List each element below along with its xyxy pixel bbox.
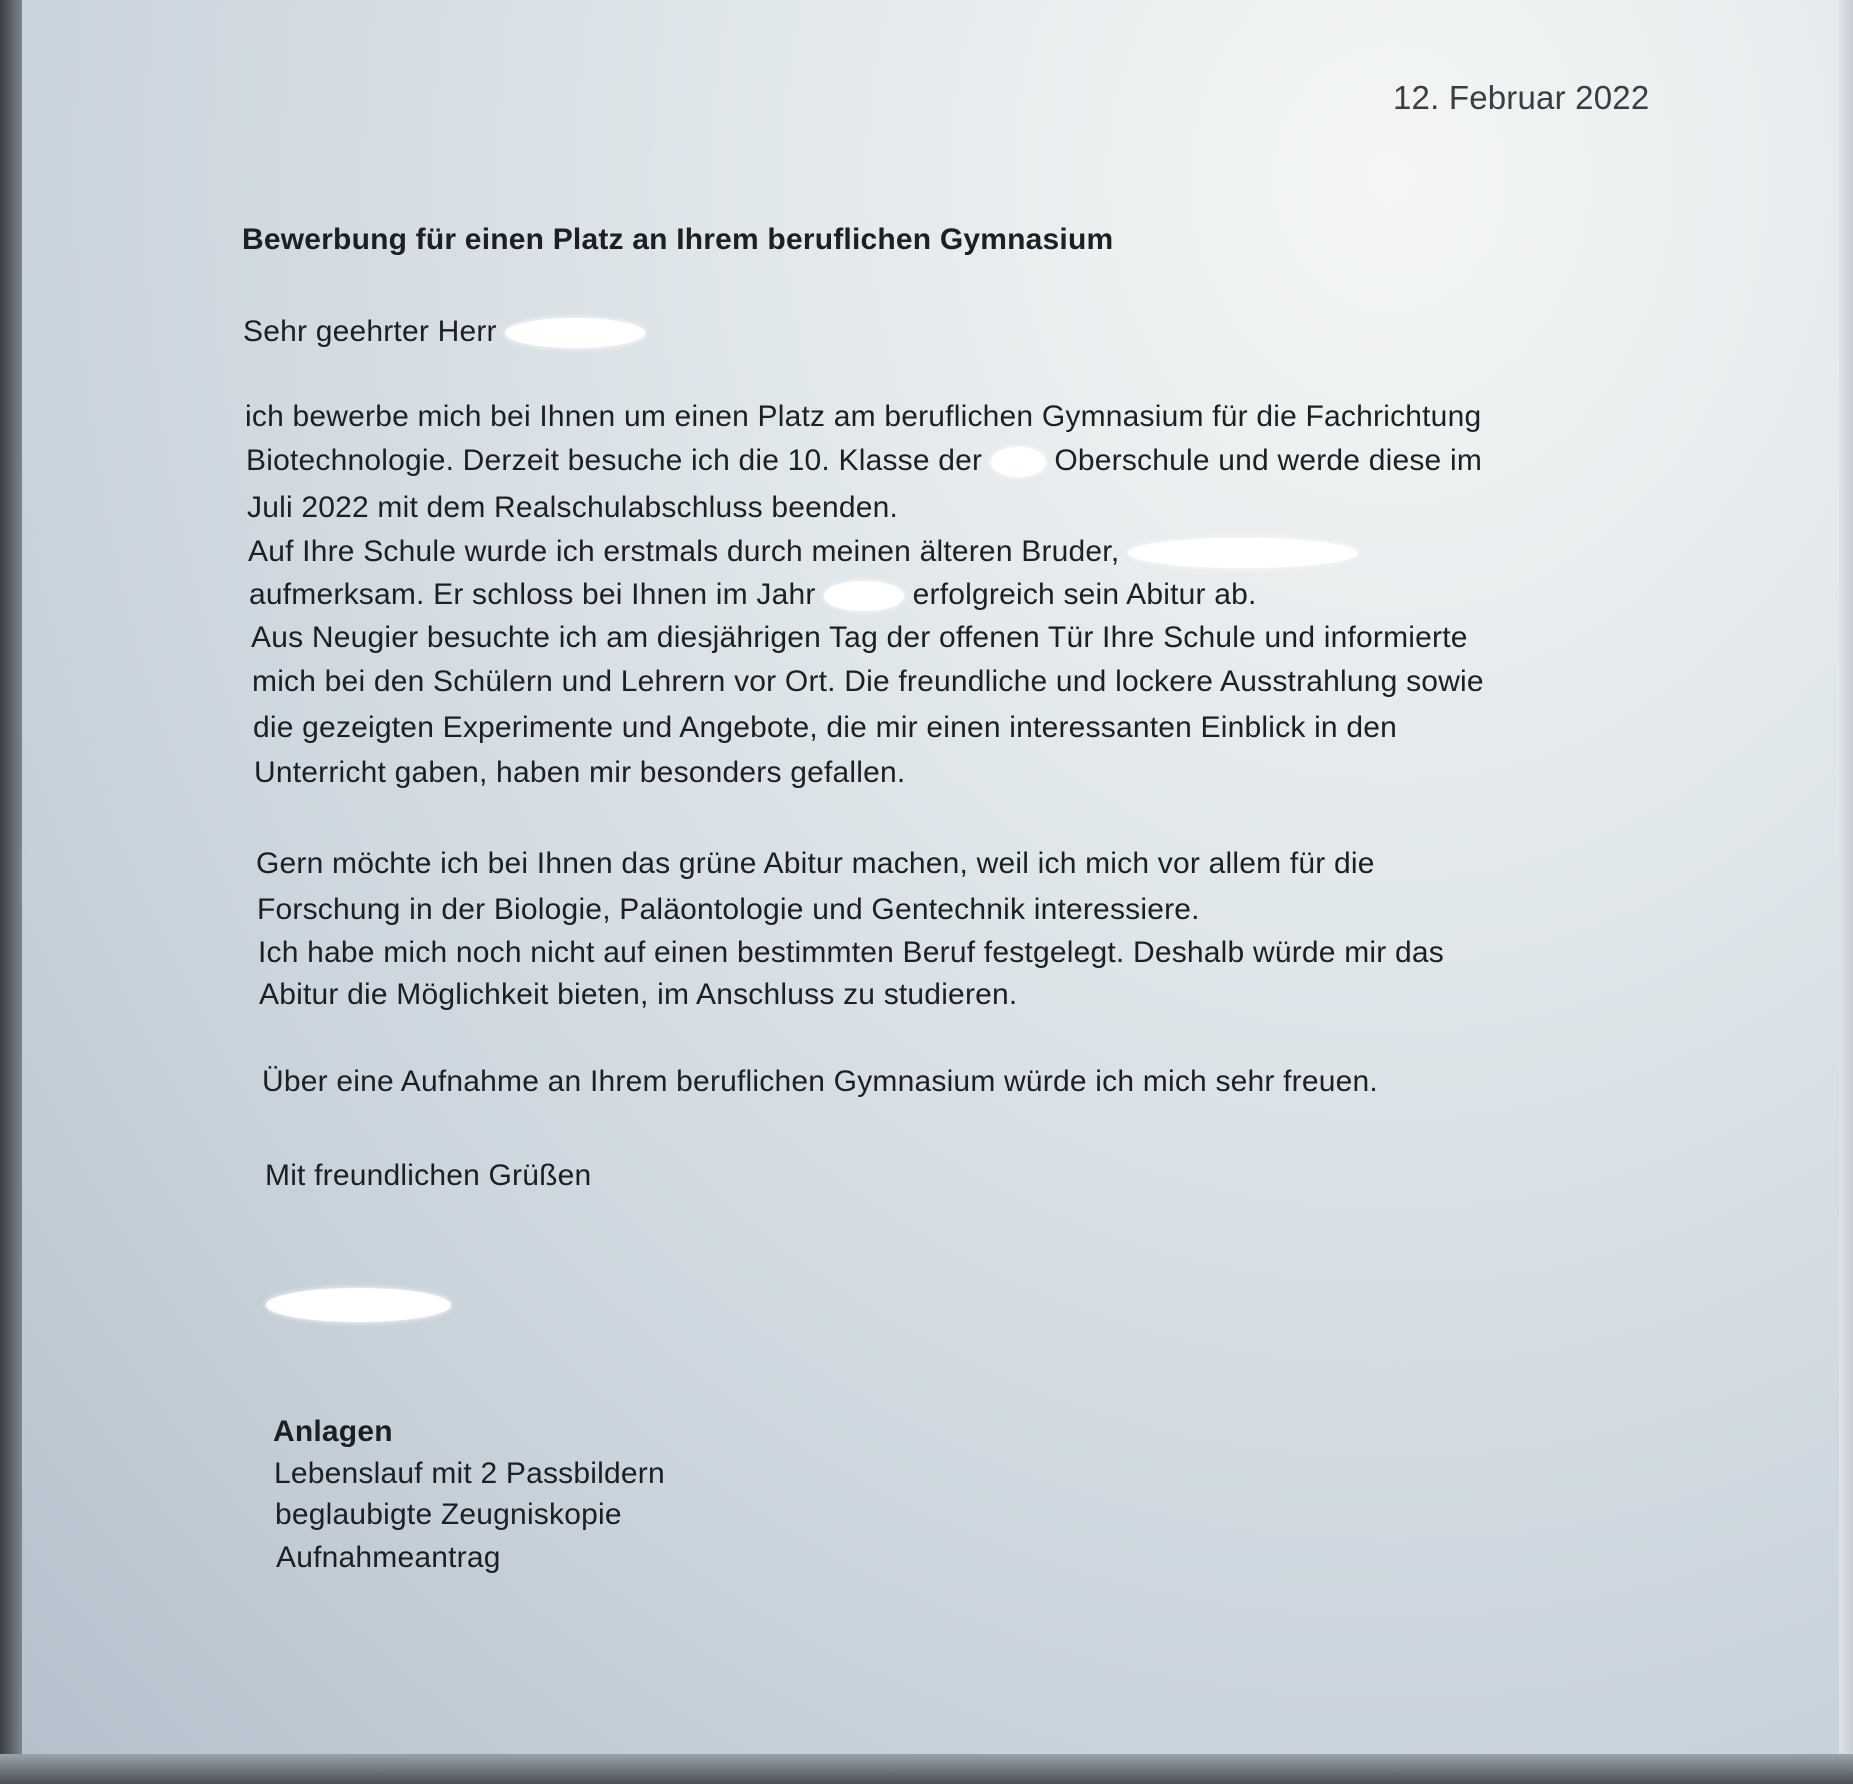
redacted-school bbox=[991, 447, 1046, 477]
body-line: Juli 2022 mit dem Realschulabschluss beenden. bbox=[247, 491, 899, 524]
closing-sentence: Über eine Aufnahme an Ihrem beruflichen Gymnasium würde ich mich sehr freuen. bbox=[262, 1065, 1378, 1098]
screen-bezel-bottom bbox=[0, 1754, 1853, 1784]
text: Biotechnologie. Derzeit besuche ich die 10. Klasse der bbox=[246, 444, 983, 477]
attachment-item: beglaubigte Zeugniskopie bbox=[275, 1498, 622, 1531]
text: aufmerksam. Er schloss bei Ihnen im Jahr bbox=[249, 578, 816, 611]
body-line: die gezeigten Experimente und Angebote, die mir einen interessanten Einblick in den bbox=[253, 711, 1398, 744]
attachments-heading: Anlagen bbox=[273, 1415, 393, 1448]
text: Oberschule und werde diese im bbox=[1054, 444, 1483, 477]
body-line: mich bei den Schülern und Lehrern vor Ort. Die freundliche und lockere Ausstrahlung sowie bbox=[252, 665, 1484, 698]
redacted-brother-name bbox=[1128, 538, 1358, 568]
screen-edge-right bbox=[1839, 0, 1853, 1784]
letter-date: 12. Februar 2022 bbox=[1393, 79, 1650, 116]
body-line: Abitur die Möglichkeit bieten, im Anschluss zu studieren. bbox=[259, 978, 1018, 1011]
body-line bbox=[246, 443, 1482, 479]
attachment-item: Aufnahmeantrag bbox=[276, 1541, 501, 1574]
greeting: Mit freundlichen Grüßen bbox=[265, 1159, 592, 1192]
body-line bbox=[249, 577, 1257, 613]
body-line bbox=[248, 534, 1358, 570]
body-line: Ich habe mich noch nicht auf einen bestimmten Beruf festgelegt. Deshalb würde mir das bbox=[258, 936, 1444, 969]
attachment-item: Lebenslauf mit 2 Passbildern bbox=[274, 1457, 665, 1490]
redacted-year bbox=[824, 581, 904, 611]
letter-subject: Bewerbung für einen Platz an Ihrem beruflichen Gymnasium bbox=[242, 223, 1114, 256]
salutation-line bbox=[243, 314, 645, 350]
body-line: Unterricht gaben, haben mir besonders gefallen. bbox=[254, 756, 906, 789]
redacted-signature bbox=[266, 1288, 451, 1322]
text: Auf Ihre Schule wurde ich erstmals durch meinen älteren Bruder, bbox=[248, 535, 1120, 568]
body-line: Gern möchte ich bei Ihnen das grüne Abitur machen, weil ich mich vor allem für die bbox=[256, 847, 1375, 880]
screen-bezel-left bbox=[0, 0, 22, 1784]
body-line: Forschung in der Biologie, Paläontologie und Gentechnik interessiere. bbox=[257, 893, 1200, 926]
redacted-name bbox=[505, 318, 645, 348]
body-line: ich bewerbe mich bei Ihnen um einen Platz am beruflichen Gymnasium für die Fachrichtung bbox=[245, 400, 1482, 433]
signature-line bbox=[266, 1286, 451, 1322]
text: erfolgreich sein Abitur ab. bbox=[912, 578, 1257, 611]
body-line: Aus Neugier besuchte ich am diesjährigen Tag der offenen Tür Ihre Schule und informierte bbox=[251, 621, 1468, 654]
salutation: Sehr geehrter Herr bbox=[243, 315, 497, 348]
